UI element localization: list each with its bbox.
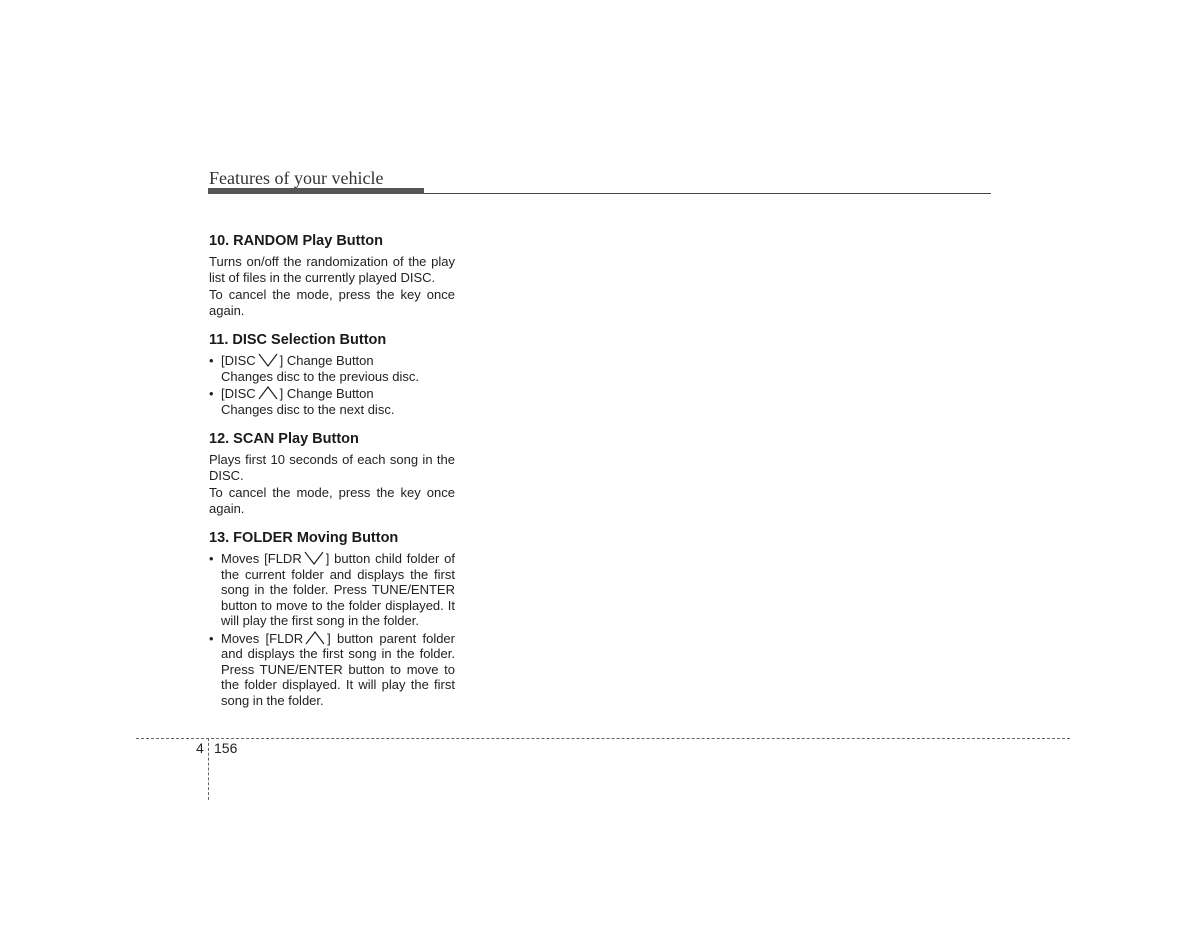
footer-dashed-rule [136, 738, 1070, 739]
bullet-dot: • [209, 630, 214, 646]
label-prefix: Moves [FLDR [221, 630, 304, 646]
label-prefix: [DISC [221, 386, 256, 401]
section-folder-moving [209, 530, 455, 708]
bullet-list [209, 551, 455, 708]
bullet-dot: • [209, 551, 214, 566]
chevron-down-icon [258, 353, 278, 367]
list-item [209, 353, 455, 384]
bullet-description: Changes disc to the previous disc. [221, 368, 419, 384]
section-title: 13. FOLDER Moving Button [209, 530, 399, 546]
section-scan-play [209, 431, 455, 516]
button-label-line [221, 386, 455, 402]
header-rule [424, 193, 991, 194]
section-random-play [209, 233, 455, 318]
list-item [209, 386, 455, 417]
chevron-up-icon [305, 631, 325, 645]
paragraph: Plays first 10 seconds of each song in the DISC. [209, 452, 455, 483]
label-suffix: ] button child folder of the current folder and displays the first song in the folder. Press TUNE/ENTER button to move to the folder displayed. It will play the first song in the folder. [221, 551, 455, 628]
bullet-dot: • [209, 386, 214, 401]
label-suffix: ] Change Button [279, 386, 374, 401]
chevron-up-icon [258, 386, 278, 400]
paragraph: To cancel the mode, press the key once again. [209, 485, 455, 516]
list-item [209, 551, 455, 629]
list-item [209, 631, 455, 709]
bullet-list [209, 353, 455, 417]
section-title: 12. SCAN Play Button [209, 431, 359, 447]
content-column [209, 233, 455, 722]
label-prefix: [DISC [221, 353, 256, 368]
label-prefix: Moves [FLDR [221, 551, 302, 566]
paragraph: Turns on/off the randomization of the play list of files in the currently played DISC. [209, 254, 455, 285]
button-label-line [221, 353, 455, 369]
header-accent-bar [208, 188, 424, 194]
bullet-description: Changes disc to the next disc. [221, 401, 395, 417]
footer-dashed-divider [208, 738, 209, 800]
label-suffix: ] button parent folder and displays the first song in the folder. Press TUNE/ENTER button to move to the folder displayed. It will play the first song in the folder. [221, 630, 455, 708]
section-title: 10. RANDOM Play Button [209, 233, 384, 249]
chapter-number: 4 [196, 740, 204, 756]
page-number: 156 [214, 740, 238, 756]
page-header-title: Features of your vehicle [209, 168, 384, 188]
bullet-dot: • [209, 353, 214, 368]
section-title: 11. DISC Selection Button [209, 332, 387, 348]
chevron-down-icon [304, 551, 324, 565]
label-suffix: ] Change Button [279, 353, 374, 368]
paragraph: To cancel the mode, press the key once again. [209, 287, 455, 318]
section-disc-selection [209, 332, 455, 417]
